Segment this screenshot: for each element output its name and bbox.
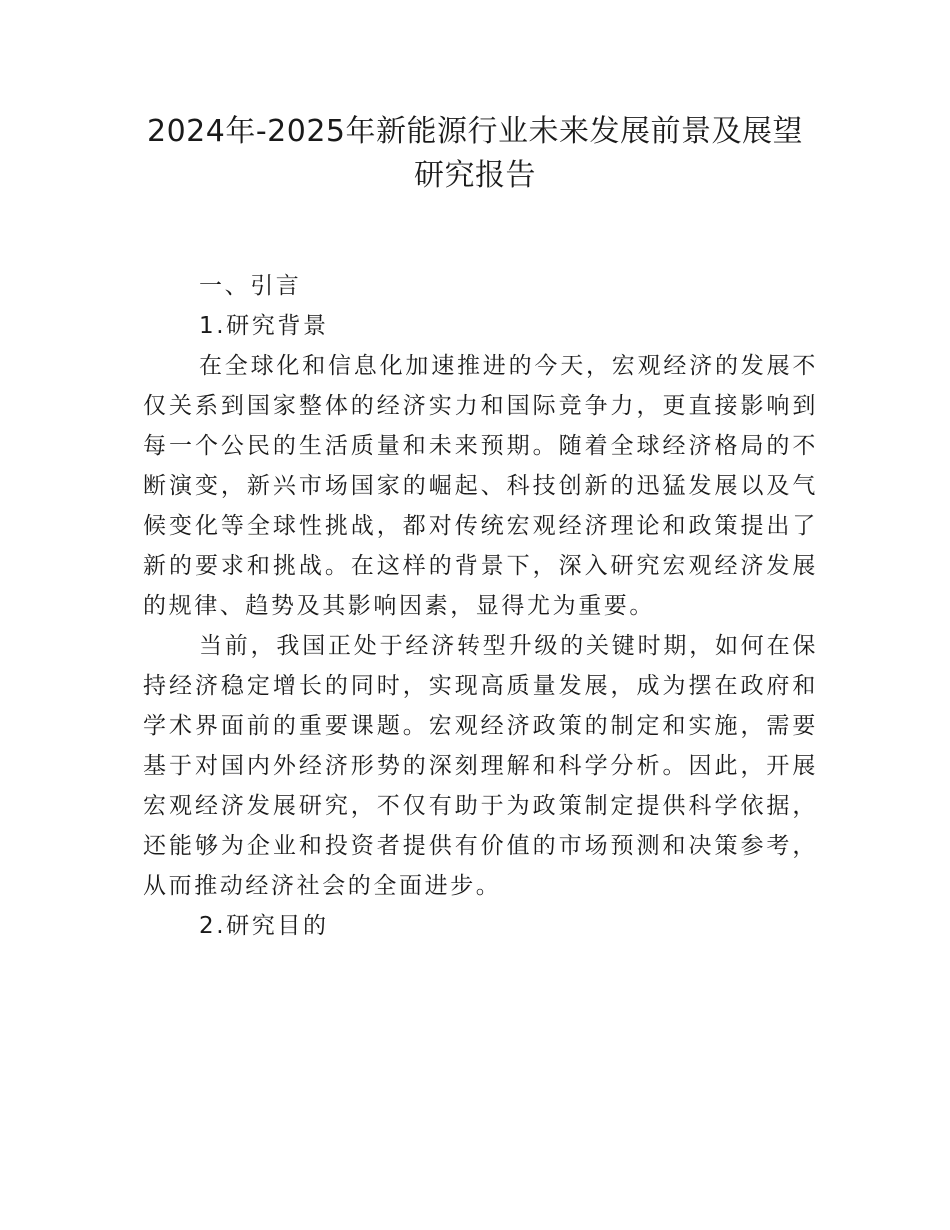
subsection-heading-purpose: 2.研究目的 [199, 913, 329, 939]
document-title-line1: 2024年-2025年新能源行业未来发展前景及展望 [146, 114, 804, 149]
document-title-line2: 研究报告 [414, 158, 536, 193]
subsection-heading-background: 1.研究背景 [199, 313, 329, 339]
document-body [143, 266, 818, 946]
document-title [100, 110, 850, 198]
paragraph-background-1: 在全球化和信息化加速推进的今天，宏观经济的发展不仅关系到国家整体的经济实力和国际竞争力，更直接影响到每一个公民的生活质量和未来预期。随着全球经济格局的不断演变，新兴市场国家的崛起、科技创新的迅猛发展以及气候变化等全球性挑战，都对传统宏观经济理论和政策提出了新的要求和挑战。在这样的背景下，深入研究宏观经济发展的规律、趋势及其影响因素，显得尤为重要。 [143, 353, 818, 619]
paragraph-background-2: 当前，我国正处于经济转型升级的关键时期，如何在保持经济稳定增长的同时，实现高质量发展，成为摆在政府和学术界面前的重要课题。宏观经济政策的制定和实施，需要基于对国内外经济形势的深刻理解和科学分析。因此，开展宏观经济发展研究，不仅有助于为政策制定提供科学依据，还能够为企业和投资者提供有价值的市场预测和决策参考，从而推动经济社会的全面进步。 [143, 633, 818, 899]
section-heading-introduction: 一、引言 [199, 273, 302, 299]
